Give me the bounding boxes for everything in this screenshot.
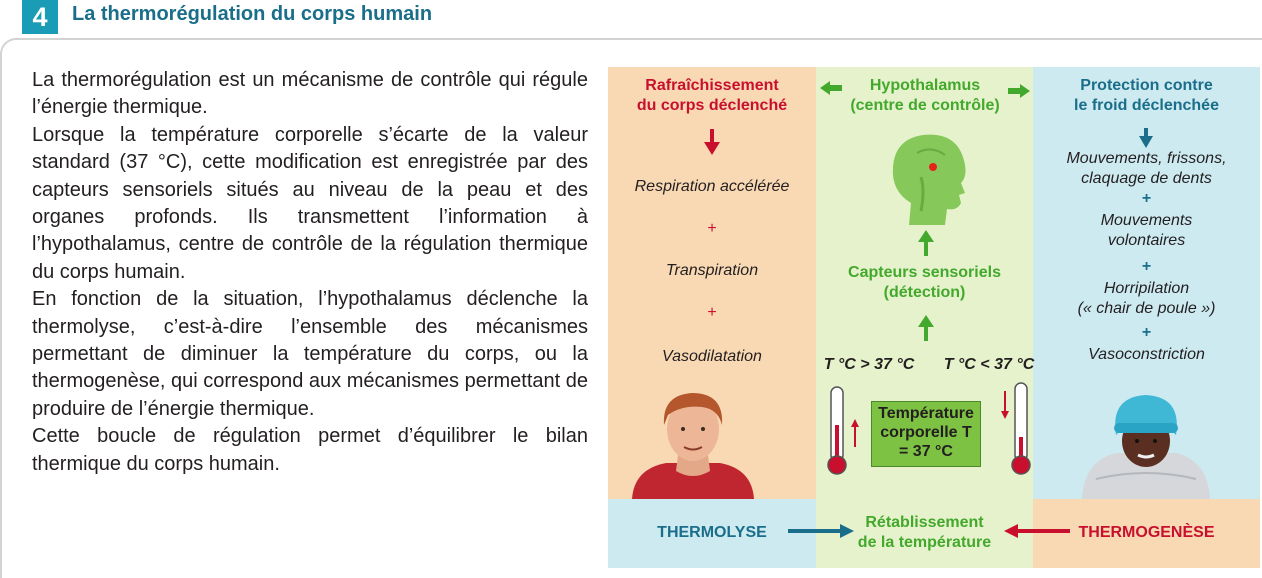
paragraph-3: En fonction de la situation, l’hypothalamus déclenche la thermolyse, c’est-à-dire l’ensemble des mécanismes permettant de diminuer la température du corps, ou la thermogenèse, qui correspond aux mécanismes permettant de produire de l’énergie thermique.: [32, 288, 588, 420]
paragraph-4: Cette boucle de régulation permet d’équilibrer le bilan thermique du corps humain.: [32, 425, 588, 475]
right-plus-2: +: [1141, 258, 1152, 275]
temp-low-label: T °C < 37 °C: [943, 356, 1035, 373]
right-item-2: Mouvements volontaires: [1100, 212, 1193, 249]
thermogenese-label: THERMOGENÈSE: [1078, 524, 1215, 541]
body-temperature-box: Température corporelle T = 37 °C: [871, 401, 981, 467]
left-plus-1: +: [707, 220, 717, 237]
hypothalamus-title: Hypothalamus (centre de contrôle): [850, 77, 1000, 114]
green-up-arrow-icon-1: [918, 230, 934, 256]
thermoregulation-diagram: [608, 67, 1260, 568]
red-up-small-arrow-icon: [851, 419, 859, 447]
sensors-label: Capteurs sensoriels (détection): [848, 264, 1001, 301]
left-item-1: Respiration accélérée: [634, 178, 790, 195]
green-left-arrow-icon: [820, 81, 842, 95]
left-plus-2: +: [707, 304, 717, 321]
thermolyse-label: THERMOLYSE: [657, 524, 767, 541]
red-down-arrow-icon: [704, 129, 720, 155]
blue-down-arrow-icon: [1139, 128, 1153, 148]
right-plus-1: +: [1141, 190, 1152, 207]
right-item-1: Mouvements, frissons, claquage de dents: [1066, 150, 1227, 187]
right-title: Protection contre le froid déclenchée: [1074, 77, 1219, 114]
green-up-arrow-icon-2: [918, 315, 934, 341]
left-title: Rafraîchissement du corps déclenché: [636, 77, 788, 114]
left-item-3: Vasodilatation: [662, 348, 762, 365]
left-item-2: Transpiration: [665, 262, 759, 279]
head-hypothalamus-icon: [881, 131, 977, 227]
retablissement-label: Rétablissement de la température: [857, 514, 992, 551]
right-plus-3: +: [1141, 324, 1152, 341]
thermometer-cold-icon: [1008, 381, 1034, 477]
green-right-arrow-icon: [1008, 84, 1030, 98]
cold-woman-illustration: [1076, 383, 1216, 499]
right-item-4: Vasoconstriction: [1088, 346, 1205, 363]
warm-man-illustration: [622, 385, 762, 499]
body-text: [32, 67, 588, 478]
right-item-3: Horripilation (« chair de poule »): [1077, 280, 1216, 317]
paragraph-2: Lorsque la température corporelle s’écarte de la valeur standard (37 °C), cette modification est enregistrée par des capteurs sensoriels situés au niveau de la peau et des organes profonds. Ils transmettent l’information à l’hypothalamus, centre de contrôle de la régulation thermique du corps humain.: [32, 123, 588, 283]
thermometer-hot-icon: [824, 385, 850, 477]
section-title: La thermorégulation du corps humain: [72, 3, 433, 25]
temp-high-label: T °C > 37 °C: [823, 356, 915, 373]
paragraph-1: La thermorégulation est un mécanisme de contrôle qui régule l’énergie thermique.: [32, 69, 588, 119]
section-number-badge: 4: [22, 0, 58, 34]
